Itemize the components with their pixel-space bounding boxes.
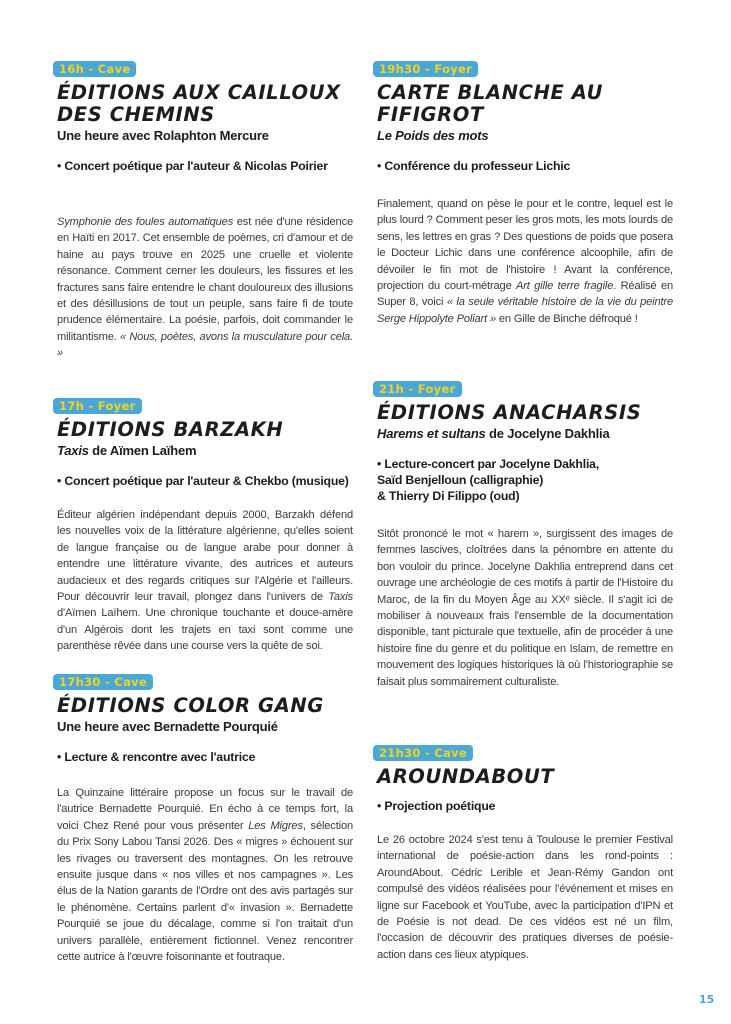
quote: « la seule véritable histoire de la vie du peintre Serge Hippolyte Poliart » (377, 296, 673, 325)
event-title: ÉDITIONS COLOR GANG (57, 694, 324, 717)
time-location-badge: 21h - Foyer (373, 381, 462, 397)
description-text: Finalement, quand on pèse le pour et le contre, lequel est le plus lourd ? Comment peser les gros mots, les mots lourds de sens, les lettres en gras ? Des questions de poids que posera le Docteur Lichic dans une conférence alcoophile, afin de dévoiler le fin mot de l'histoire ! Avant la conférence, projection du court-métrage (377, 198, 673, 293)
event-editions-barzakh (53, 397, 353, 655)
event-description: Sitôt prononcé le mot « harem », surgissent des images de femmes lascives, cloîtrées dans la pénombre en attente du bon vouloir du prince. Jocelyne Dakhlia entreprend dans cet ouvrage une archéologie de ces motifs à partir de l'Histoire du Maroc, de la fin du Moyen Âge au XXᵉ siècle. Il s'agit ici de mobiliser à nouveaux frais l'ensemble de la documentation disponible, tant picturale que textuelle, afin de procéder à une histoire fine du genre et du politique en Islam, de remettre en mouvement des logiques historiques là où l'historiographie se faisait plus sommairement culturaliste. (377, 528, 673, 688)
event-title: ÉDITIONS AUX CAILLOUX DES CHEMINS (57, 81, 341, 126)
event-activity: • Conférence du professeur Lichic (377, 159, 571, 173)
time-location-badge: 17h30 - Cave (53, 674, 153, 690)
event-editions-aux-cailloux (53, 60, 353, 362)
description-text: La Quinzaine littéraire propose un focus sur le travail de l'autrice Bernadette Pourquié. En écho à ce temps fort, la voici Chez René pour vous présenter (57, 787, 353, 832)
time-location-badge: 17h - Foyer (53, 398, 142, 414)
event-subtitle (57, 443, 353, 459)
event-subtitle (377, 426, 673, 442)
book-title: Taxis (328, 591, 353, 604)
event-description (57, 785, 353, 965)
activity-line: • Lecture-concert par Jocelyne Dakhlia, (377, 457, 600, 471)
event-aroundabout (373, 744, 673, 963)
page-number: 15 (699, 993, 715, 1006)
description-text: Éditeur algérien indépendant depuis 2000, Barzakh défend les nouvelles voix de la littérature algérienne, qu'elles soient de langue française ou de langue arabe pour donner à entendre une littérature vivante, des autrices et auteurs audacieux et des regards critiques sur l'Algérie et l'ailleurs. Pour découvrir leur travail, plongez dans l'univers de (57, 509, 353, 604)
description-text: d'Aïmen Laïhem. Une chronique touchante et douce-amère d'un Algérois dont les trajets en taxi sont comme une parenthèse rêvée dans une course vers la quête de soi. (57, 607, 353, 653)
author: de Jocelyne Dakhlia (485, 426, 610, 441)
event-editions-anacharsis (373, 380, 673, 690)
event-carte-blanche-fifigrot (373, 60, 673, 327)
film-title: Art gille terre fragile (516, 280, 614, 293)
event-activity (377, 456, 673, 504)
subtitle-italic: Le Poids des mots (377, 128, 489, 143)
activity-line: & Thierry Di Filippo (oud) (377, 489, 520, 503)
time-location-badge: 16h - Cave (53, 61, 136, 77)
event-title: AROUNDABOUT (377, 765, 555, 788)
time-location-badge: 21h30 - Cave (373, 745, 473, 761)
event-description: Le 26 octobre 2024 s'est tenu à Toulouse le premier Festival international de poésie-action dans les rond-points : AroundAbout. Cédric Lerible et Jean-Rémy Gandon ont compulsé des vidéos réalisées pour l'événement et mises en ligne sur Facebook et YouTube, avec la participation d'IPN et de Poésie is not dead. De ces vidéos est né un film, l'occasion de découvrir des pratiques diverses de poésie-action dans ces lieux atypiques. (377, 834, 673, 961)
book-title: Taxis (57, 443, 89, 458)
event-activity: • Lecture & rencontre avec l'autrice (57, 750, 256, 764)
event-subtitle: Une heure avec Bernadette Pourquié (57, 719, 278, 734)
event-editions-color-gang (53, 673, 353, 965)
description-text: est née d'une résidence en Haïti en 2017. Cet ensemble de poèmes, cri d'amour et de haine au pays trouve en 2025 une cruelle et violente résonance. Comment cerner les douleurs, les fissures et les fractures sans faire entendre le chant douloureux des illusions et des désillusions de tout un peuple, sans faire fi de toute prudence élémentaire. La poésie, parfois, doit commander le militantisme. (57, 216, 353, 343)
event-description (57, 214, 353, 362)
activity-line: Saïd Benjelloun (calligraphie) (377, 473, 544, 487)
time-location-badge: 19h30 - Foyer (373, 61, 478, 77)
description-text: . Réalisé en Super 8, voici (377, 280, 673, 309)
event-subtitle (377, 128, 673, 144)
event-title: ÉDITIONS BARZAKH (57, 418, 284, 441)
description-text: en Gille de Binche défroqué ! (495, 312, 638, 325)
event-title: CARTE BLANCHE AU FIFIGROT (377, 81, 604, 126)
event-description (377, 196, 673, 327)
event-activity: • Projection poétique (377, 799, 496, 813)
event-activity: • Concert poétique par l'auteur & Nicolas Poirier (57, 159, 328, 173)
event-activity: • Concert poétique par l'auteur & Chekbo (musique) (57, 474, 349, 488)
event-subtitle: Une heure avec Rolaphton Mercure (57, 128, 269, 143)
book-title: Symphonie des foules automatiques (57, 216, 234, 228)
book-title: Les Migres (248, 819, 303, 832)
description-text: , sélection du Prix Sony Labou Tansi 2026. Des « migres » échouent sur les rivages ou traversent des montagnes. On les retrouve ensuite jusque dans « nos villes et nos campagnes ». Les élus de la Nation garants de l'Ordre ont des avis partagés sur le phénomène. Certains parlent d'« invasion ». Bernadette Pourquié se joue du décalage, comme si l'on traitait d'un univers parallèle, entièrement fictionnel. Venez rencontrer cette autrice à l'œuvre foisonnante et foutraque. (57, 819, 353, 964)
author: de Aïmen Laïhem (88, 443, 197, 458)
book-title: Harems et sultans (377, 426, 486, 441)
quote: « Nous, poètes, avons la musculature pour cela. » (57, 330, 353, 360)
event-description (57, 507, 353, 655)
event-title: ÉDITIONS ANACHARSIS (377, 401, 642, 424)
